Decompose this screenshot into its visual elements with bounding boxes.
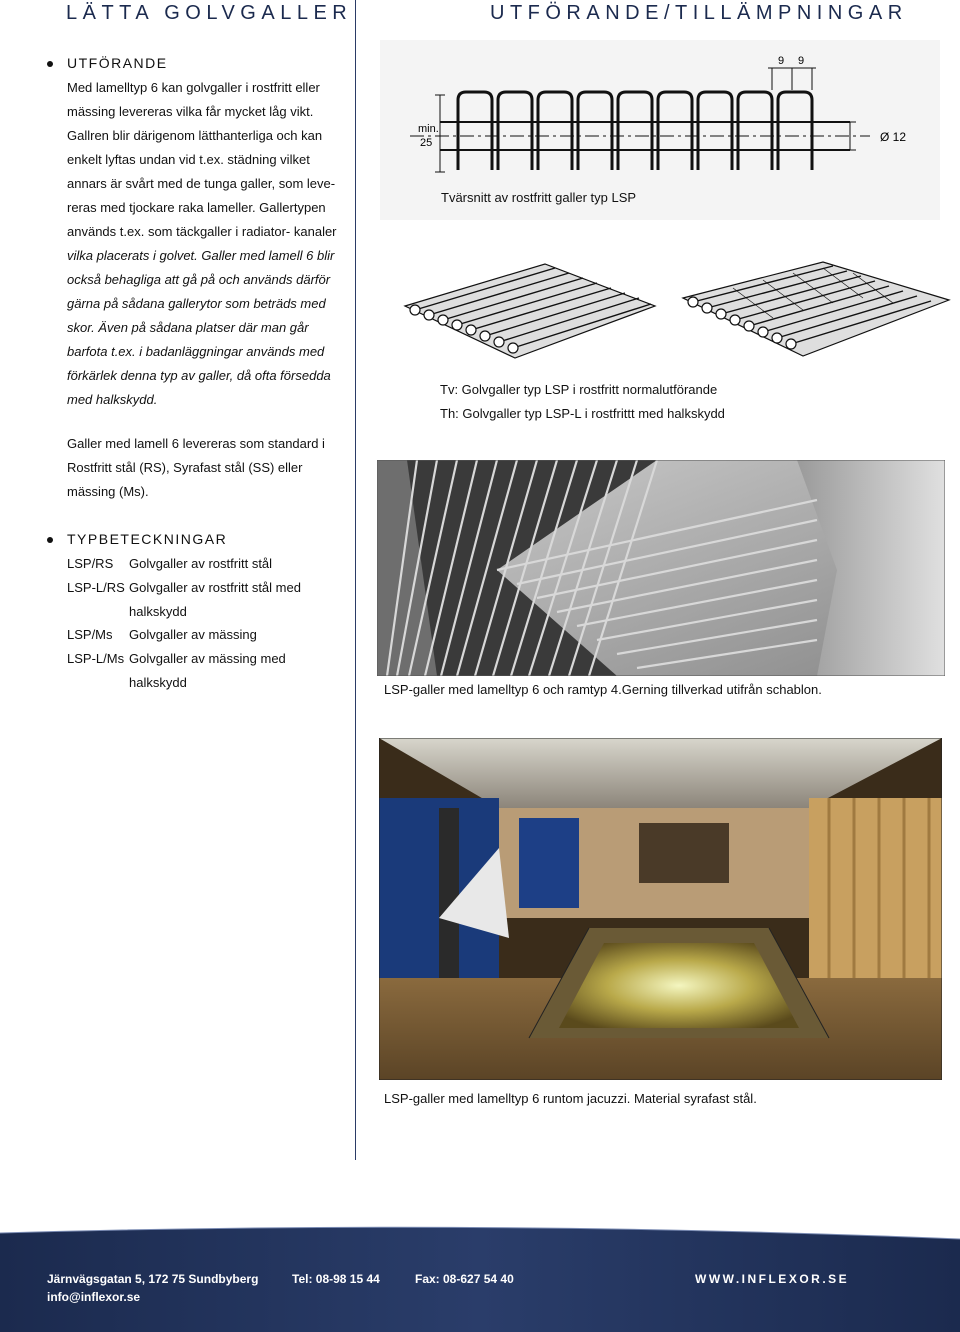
paragraph-line: Rostfritt stål (RS), Syrafast stål (SS) eller xyxy=(67,460,303,475)
grating-photo-caption: LSP-galler med lamelltyp 6 och ramtyp 4.Gerning tillverkad utifrån schablon. xyxy=(384,682,822,697)
dim-label: min. xyxy=(418,123,439,135)
dim-label: 25 xyxy=(420,137,433,149)
type-code: LSP-L/Ms xyxy=(67,651,125,666)
page-title: LÄTTA GOLVGALLER xyxy=(66,2,353,24)
paragraph-line: annars är svårt med de tunga galler, som leve- xyxy=(67,176,336,191)
paragraph-line: vilka placerats i golvet. Galler med lamell 6 blir xyxy=(67,248,335,263)
paragraph-line: Galler med lamell 6 levereras som standard i xyxy=(67,436,325,451)
utforande-heading: UTFÖRANDE xyxy=(67,55,168,71)
paragraph-line: Gallren blir därigenom lätthanterliga och kan xyxy=(67,128,323,143)
type-code: LSP/RS xyxy=(67,556,114,571)
paragraph-line: förkärlek denna typ av galler, då ofta försedda xyxy=(67,368,331,383)
grate-lsp-l-illustration xyxy=(673,258,955,370)
jacuzzi-photo-caption: LSP-galler med lamelltyp 6 runtom jacuzzi. Material syrafast stål. xyxy=(384,1091,757,1106)
utforande-paragraph xyxy=(67,76,357,412)
paragraph-line: gärna på sådana gallerytor som beträds med xyxy=(67,296,326,311)
dim-label: 9 xyxy=(798,55,805,67)
type-desc: Golvgaller av mässing med xyxy=(129,651,286,666)
bullet-icon xyxy=(47,537,53,543)
type-desc: Golvgaller av rostfritt stål xyxy=(129,556,273,571)
paragraph-line: också behagliga att gå på och används därför xyxy=(67,272,331,287)
grates-caption-right: Th: Golvgaller typ LSP-L i rostfrittt med halkskydd xyxy=(440,406,725,421)
grating-photo xyxy=(377,460,945,676)
paragraph-line: med halkskydd. xyxy=(67,392,158,407)
paragraph-line: skor. Även på sådana platser där man går xyxy=(67,320,309,335)
type-desc: halkskydd xyxy=(129,604,187,619)
paragraph-line: reras med tjockare raka lameller. Gallertypen xyxy=(67,200,326,215)
footer-website[interactable]: WWW.INFLEXOR.SE xyxy=(695,1272,850,1286)
paragraph-line: används t.ex. som täckgaller i radiator- kanaler xyxy=(67,224,337,239)
typbeteckningar-heading: TYPBETECKNINGAR xyxy=(67,531,228,547)
type-code: LSP/Ms xyxy=(67,627,113,642)
footer-phone: Tel: 08-98 15 44 xyxy=(292,1272,380,1286)
paragraph-line: enkelt lyftas undan vid t.ex. städning vilket xyxy=(67,152,310,167)
paragraph-line: mässing levereras vilka får mycket låg vikt. xyxy=(67,104,314,119)
footer-fax: Fax: 08-627 54 40 xyxy=(415,1272,514,1286)
paragraph-line: mässing (Ms). xyxy=(67,484,149,499)
footer-email[interactable]: info@inflexor.se xyxy=(47,1290,141,1304)
type-desc: halkskydd xyxy=(129,675,187,690)
paragraph-line: Med lamelltyp 6 kan golvgaller i rostfritt eller xyxy=(67,80,320,95)
section-title: UTFÖRANDE/TILLÄMPNINGAR xyxy=(490,2,908,24)
bullet-icon xyxy=(47,61,53,67)
drawing-caption: Tvärsnitt av rostfritt galler typ LSP xyxy=(441,190,637,205)
type-desc: Golvgaller av mässing xyxy=(129,627,257,642)
grate-lsp-illustration xyxy=(385,258,667,370)
grates-caption-left: Tv: Golvgaller typ LSP i rostfritt normalutförande xyxy=(440,382,718,397)
paragraph-line: barfota t.ex. i badanläggningar används med xyxy=(67,344,325,359)
standard-paragraph xyxy=(67,432,357,504)
footer-address: Järnvägsgatan 5, 172 75 Sundbyberg xyxy=(47,1272,259,1286)
type-desc: Golvgaller av rostfritt stål med xyxy=(129,580,301,595)
dim-label: 9 xyxy=(778,55,785,67)
dim-label: Ø 12 xyxy=(880,130,907,144)
type-code: LSP-L/RS xyxy=(67,580,125,595)
jacuzzi-photo xyxy=(379,738,942,1080)
